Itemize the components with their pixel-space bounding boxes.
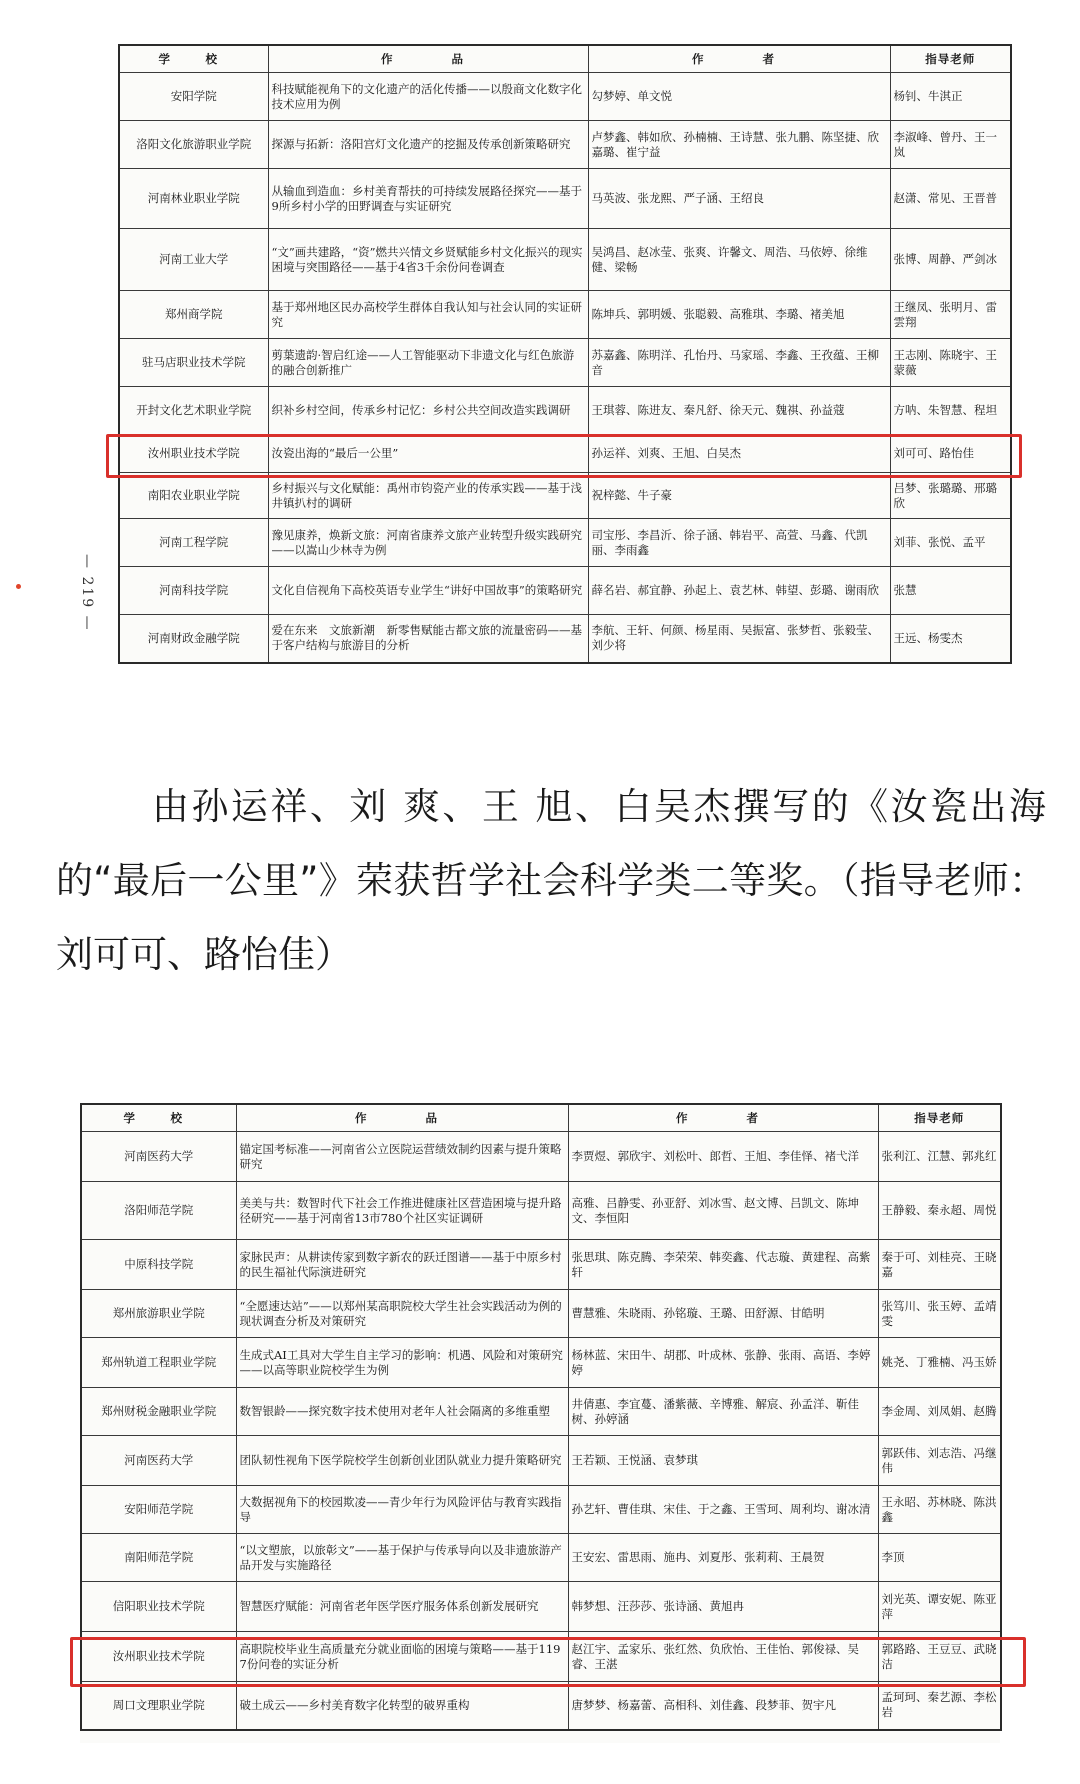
school-cell: 开封文化艺术职业学院	[119, 387, 268, 435]
authors-cell: 井倩惠、李宜蔓、潘紫薇、辛博雅、解宸、孙孟洋、靳佳树、孙婷涵	[568, 1388, 878, 1436]
table-row	[81, 1388, 1001, 1436]
award-caption: 由孙运祥、刘 爽、王 旭、白吴杰撰写的《汝瓷出海的“最后一公里”》荣获哲学社会科学类二等奖。（指导老师：刘可可、路怡佳）	[56, 785, 1046, 976]
authors-cell: 陈坤兵、郭明媛、张聪毅、高雅琪、李璐、褚美旭	[588, 291, 890, 339]
school-cell: 河南林业职业学院	[119, 169, 268, 229]
advisors-cell: 郭路路、王豆豆、武晓洁	[878, 1632, 1001, 1682]
advisors-cell: 刘可可、路怡佳	[890, 435, 1011, 473]
advisors-cell: 孟珂珂、秦艺源、李松岩	[878, 1682, 1001, 1730]
table-row	[119, 339, 1011, 387]
table-header-row	[81, 1104, 1001, 1132]
authors-cell: 孙运祥、刘爽、王旭、白吴杰	[588, 435, 890, 473]
advisors-cell: 秦于可、刘桂亮、王晓嘉	[878, 1240, 1001, 1290]
school-cell: 驻马店职业技术学院	[119, 339, 268, 387]
work-cell: “全愿速达站”——以郑州某高职院校大学生社会实践活动为例的现状调查分析及对策研究	[236, 1290, 568, 1338]
header-authors: 作 者	[588, 45, 890, 73]
school-cell: 信阳职业技术学院	[81, 1582, 236, 1632]
school-cell: 郑州商学院	[119, 291, 268, 339]
work-cell: 数智银龄——探究数字技术使用对老年人社会隔离的多维重塑	[236, 1388, 568, 1436]
header-advisors: 指导老师	[890, 45, 1011, 73]
work-cell: 美美与共：数智时代下社会工作推进健康社区营造困境与提升路径研究——基于河南省13市780个社区实证调研	[236, 1182, 568, 1240]
table-row	[119, 169, 1011, 229]
table-row	[81, 1132, 1001, 1182]
work-cell: 从输血到造血：乡村美育帮扶的可持续发展路径探究——基于9所乡村小学的田野调查与实证研究	[268, 169, 588, 229]
school-cell: 南阳农业职业学院	[119, 473, 268, 519]
school-cell: 洛阳文化旅游职业学院	[119, 121, 268, 169]
table-row	[81, 1534, 1001, 1582]
table-row	[81, 1632, 1001, 1682]
header-authors: 作 者	[568, 1104, 878, 1132]
authors-cell: 韩梦想、汪莎莎、张诗涵、黄旭冉	[568, 1582, 878, 1632]
advisors-cell: 王继凤、张明月、雷雲翔	[890, 291, 1011, 339]
work-cell: “文”画共建路，“资”燃共兴情文乡贤赋能乡村文化振兴的现实困境与突围路径——基于4省3千余份问卷调查	[268, 229, 588, 291]
school-cell: 郑州轨道工程职业学院	[81, 1338, 236, 1388]
table-row	[81, 1240, 1001, 1290]
authors-cell: 李贾煜、郭欣宇、刘松叶、郎哲、王旭、李佳怿、褚弋洋	[568, 1132, 878, 1182]
authors-cell: 曹慧雅、朱晓雨、孙铭璇、王璐、田舒源、甘皓明	[568, 1290, 878, 1338]
school-cell: 安阳学院	[119, 73, 268, 121]
header-work: 作 品	[236, 1104, 568, 1132]
authors-cell: 卢梦鑫、韩如欣、孙楠楠、王诗慧、张九鹏、陈坚捷、欣嘉璐、崔宁益	[588, 121, 890, 169]
school-cell: 河南医药大学	[81, 1436, 236, 1486]
authors-cell: 薛名岩、郝宜静、孙起上、袁艺林、韩望、彭璐、谢雨欣	[588, 567, 890, 615]
advisors-cell: 刘光英、谭安妮、陈亚萍	[878, 1582, 1001, 1632]
school-cell: 河南工程学院	[119, 519, 268, 567]
authors-cell: 勾梦婷、单文悦	[588, 73, 890, 121]
work-cell: 豫见康养，焕新文旅：河南省康养文旅产业转型升级实践研究——以嵩山少林寺为例	[268, 519, 588, 567]
school-cell: 河南科技学院	[119, 567, 268, 615]
school-cell: 安阳师范学院	[81, 1486, 236, 1534]
table-row	[119, 387, 1011, 435]
school-cell: 中原科技学院	[81, 1240, 236, 1290]
advisors-cell: 刘菲、张悦、孟平	[890, 519, 1011, 567]
work-cell: “以文塑旅，以旅彰文”——基于保护与传承导向以及非遗旅游产品开发与实施路径	[236, 1534, 568, 1582]
advisors-cell: 张笃川、张玉婷、孟靖雯	[878, 1290, 1001, 1338]
scanned-table-2	[80, 1103, 1000, 1743]
advisors-cell: 方呐、朱智慧、程坦	[890, 387, 1011, 435]
school-cell: 郑州财税金融职业学院	[81, 1388, 236, 1436]
table-row	[119, 473, 1011, 519]
work-cell: 织补乡村空间，传承乡村记忆：乡村公共空间改造实践调研	[268, 387, 588, 435]
header-school: 学 校	[119, 45, 268, 73]
authors-cell: 张思琪、陈克腾、李荣荣、韩奕鑫、代志璇、黄建程、高紫轩	[568, 1240, 878, 1290]
table-row	[119, 229, 1011, 291]
table-row	[81, 1582, 1001, 1632]
school-cell: 洛阳师范学院	[81, 1182, 236, 1240]
table-row	[81, 1682, 1001, 1730]
scanned-table-1	[118, 44, 1010, 662]
school-cell: 南阳师范学院	[81, 1534, 236, 1582]
advisors-cell: 王静毅、秦永超、周悦	[878, 1182, 1001, 1240]
school-cell: 郑州旅游职业学院	[81, 1290, 236, 1338]
advisors-cell: 王永昭、苏林晓、陈洪鑫	[878, 1486, 1001, 1534]
award-table-2	[80, 1103, 1002, 1731]
table-row	[119, 567, 1011, 615]
work-cell: 生成式AI工具对大学生自主学习的影响：机遇、风险和对策研究——以高等职业院校学生为例	[236, 1338, 568, 1388]
advisors-cell: 李金周、刘凤娟、赵腾	[878, 1388, 1001, 1436]
authors-cell: 李航、王轩、何颜、杨星雨、吴振富、张梦哲、张毅莹、刘少将	[588, 615, 890, 663]
advisors-cell: 李淑峰、曾丹、王一岚	[890, 121, 1011, 169]
authors-cell: 苏嘉鑫、陈明洋、孔怡丹、马家瑶、李鑫、王孜蕴、王柳音	[588, 339, 890, 387]
work-cell: 文化自信视角下高校英语专业学生“讲好中国故事”的策略研究	[268, 567, 588, 615]
work-cell: 团队韧性视角下医学院校学生创新创业团队就业力提升策略研究	[236, 1436, 568, 1486]
authors-cell: 杨林蓝、宋田牛、胡郡、叶成林、张静、张雨、高语、李婷婷	[568, 1338, 878, 1388]
work-cell: 剪葉遗韵·智启红途——人工智能驱动下非遗文化与红色旅游的融合创新推广	[268, 339, 588, 387]
table-row	[81, 1338, 1001, 1388]
work-cell: 破土成云——乡村美育数字化转型的破界重构	[236, 1682, 568, 1730]
work-cell: 基于郑州地区民办高校学生群体自我认知与社会认同的实证研究	[268, 291, 588, 339]
school-cell: 河南工业大学	[119, 229, 268, 291]
work-cell: 爱在东来 文旅新潮 新零售赋能古都文旅的流量密码——基于客户结构与旅游目的分析	[268, 615, 588, 663]
advisors-cell: 王志刚、陈晓宇、王蒙薇	[890, 339, 1011, 387]
work-cell: 探源与拓新：洛阳宫灯文化遗产的挖掘及传承创新策略研究	[268, 121, 588, 169]
authors-cell: 马英波、张龙熙、严子涵、王绍良	[588, 169, 890, 229]
work-cell: 锚定国考标准——河南省公立医院运营绩效制约因素与提升策略研究	[236, 1132, 568, 1182]
header-advisors: 指导老师	[878, 1104, 1001, 1132]
work-cell: 智慧医疗赋能：河南省老年医学医疗服务体系创新发展研究	[236, 1582, 568, 1632]
table-row	[81, 1290, 1001, 1338]
authors-cell: 王若颖、王悦涵、袁梦琪	[568, 1436, 878, 1486]
work-cell: 高职院校毕业生高质量充分就业面临的困境与策略——基于1197份问卷的实证分析	[236, 1632, 568, 1682]
table-row	[119, 291, 1011, 339]
table-header-row	[119, 45, 1011, 73]
work-cell: 科技赋能视角下的文化遗产的活化传播——以殷商文化数字化技术应用为例	[268, 73, 588, 121]
advisors-cell: 张博、周静、严剑冰	[890, 229, 1011, 291]
table-row	[119, 615, 1011, 663]
header-school: 学 校	[81, 1104, 236, 1132]
advisors-cell: 赵潇、常见、王晋普	[890, 169, 1011, 229]
table-row	[81, 1182, 1001, 1240]
work-cell: 家脉民声：从耕读传家到数字新农的跃迁图谱——基于中原乡村的民生福祉代际演进研究	[236, 1240, 568, 1290]
authors-cell: 司宝彤、李昌沂、徐子涵、韩岩平、高萱、马鑫、代凯丽、李雨鑫	[588, 519, 890, 567]
table-row	[119, 121, 1011, 169]
advisors-cell: 张慧	[890, 567, 1011, 615]
table-row	[119, 73, 1011, 121]
advisors-cell: 李顶	[878, 1534, 1001, 1582]
award-table-1	[118, 44, 1012, 664]
school-cell: 河南财政金融学院	[119, 615, 268, 663]
authors-cell: 王琪蓉、陈进友、秦凡舒、徐天元、魏祺、孙益蔻	[588, 387, 890, 435]
red-dot-marker	[16, 584, 21, 589]
table-row	[119, 519, 1011, 567]
advisors-cell: 姚尧、丁雅楠、冯玉娇	[878, 1338, 1001, 1388]
header-work: 作 品	[268, 45, 588, 73]
authors-cell: 祝梓懿、牛子豪	[588, 473, 890, 519]
work-cell: 乡村振兴与文化赋能：禹州市钧瓷产业的传承实践——基于浅井镇扒村的调研	[268, 473, 588, 519]
table-row	[81, 1436, 1001, 1486]
advisors-cell: 吕梦、张璐璐、邢璐欣	[890, 473, 1011, 519]
advisors-cell: 张利江、江慧、郭兆红	[878, 1132, 1001, 1182]
advisors-cell: 王远、杨雯杰	[890, 615, 1011, 663]
authors-cell: 吴鸿昌、赵冰莹、张爽、许馨文、周浩、马依婷、徐维健、梁畅	[588, 229, 890, 291]
authors-cell: 唐梦梦、杨嘉蕾、高相科、刘佳鑫、段梦菲、贺宇凡	[568, 1682, 878, 1730]
school-cell: 汝州职业技术学院	[81, 1632, 236, 1682]
authors-cell: 王安宏、雷思雨、施冉、刘夏彤、张莉莉、王晨贺	[568, 1534, 878, 1582]
table-row	[81, 1486, 1001, 1534]
advisors-cell: 郭跃伟、刘志浩、冯继伟	[878, 1436, 1001, 1486]
school-cell: 汝州职业技术学院	[119, 435, 268, 473]
authors-cell: 孙艺轩、曹佳琪、宋佳、于之鑫、王雪珂、周利均、谢冰清	[568, 1486, 878, 1534]
school-cell: 周口文理职业学院	[81, 1682, 236, 1730]
table-row	[119, 435, 1011, 473]
school-cell: 河南医药大学	[81, 1132, 236, 1182]
work-cell: 汝瓷出海的“最后一公里”	[268, 435, 588, 473]
advisors-cell: 杨钊、牛淇正	[890, 73, 1011, 121]
work-cell: 大数据视角下的校园欺凌——青少年行为风险评估与教育实践指导	[236, 1486, 568, 1534]
authors-cell: 高雅、吕静雯、孙亚舒、刘冰雪、赵文博、吕凯文、陈坤文、李恒阳	[568, 1182, 878, 1240]
page-number: — 219 —	[79, 554, 95, 632]
authors-cell: 赵江宇、孟家乐、张红然、负欣怡、王佳怡、郭俊禄、吴睿、王湛	[568, 1632, 878, 1682]
